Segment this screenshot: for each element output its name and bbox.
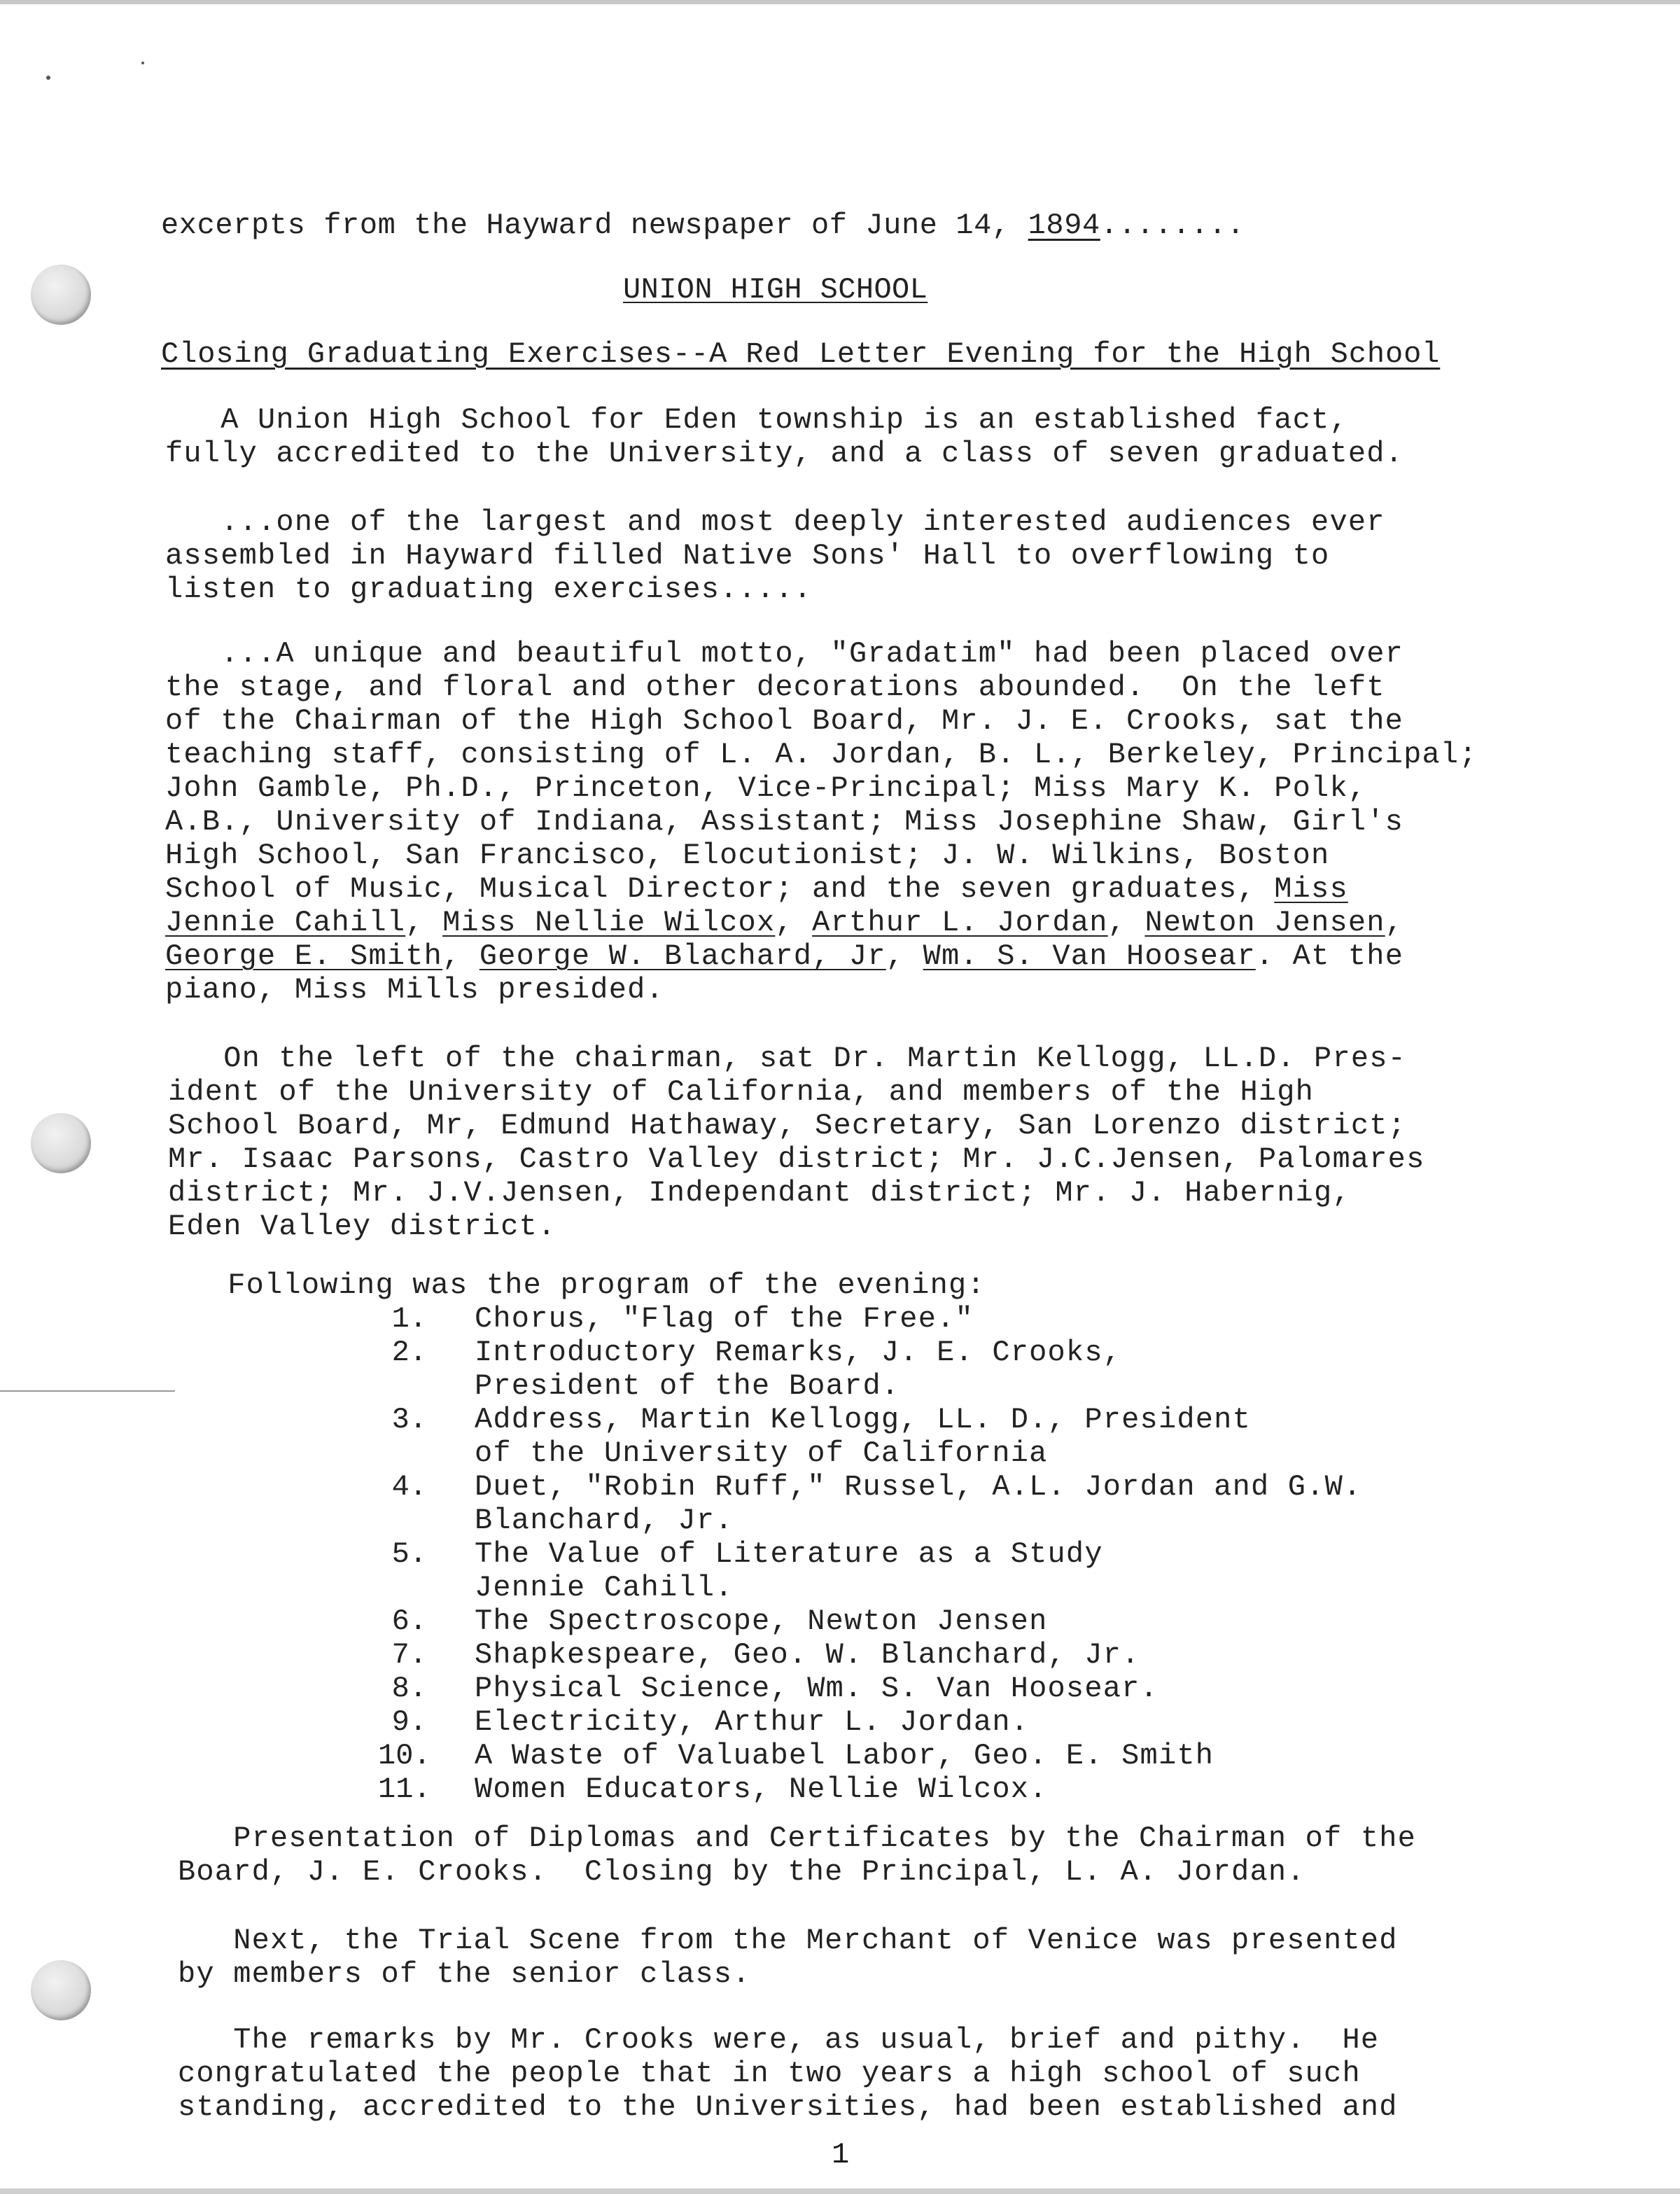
paragraph-line: ident of the University of California, and members of the High	[168, 1075, 1315, 1109]
paragraph-line: A.B., University of Indiana, Assistant; Miss Josephine Shaw, Girl's	[165, 805, 1404, 839]
paragraph-line: School Board, Mr, Edmund Hathaway, Secretary, San Lorenzo district;	[168, 1109, 1407, 1143]
program-item-text: A Waste of Valuabel Labor, Geo. E. Smith	[475, 1739, 1214, 1773]
program-item-text: Chorus, "Flag of the Free."	[475, 1302, 974, 1336]
program-item-number: 5.	[391, 1537, 427, 1571]
program-item-text: Introductory Remarks, J. E. Crooks,	[475, 1336, 1122, 1369]
paragraph-line: congratulated the people that in two years a high school of such	[178, 2057, 1361, 2090]
paragraph-line: district; Mr. J.V.Jensen, Independant district; Mr. J. Habernig,	[168, 1176, 1351, 1210]
separator: ,	[775, 906, 813, 939]
paragraph-line: High School, San Francisco, Elocutionist; J. W. Wilkins, Boston	[165, 839, 1330, 872]
graduate-name: Newton Jensen	[1144, 906, 1385, 939]
program-item-number: 8.	[391, 1672, 427, 1705]
line-text: School of Music, Musical Director; and the seven graduates,	[165, 872, 1275, 906]
program-item-number: 3.	[391, 1403, 427, 1437]
program-item-text: Address, Martin Kellogg, LL. D., President	[475, 1403, 1251, 1437]
paragraph-line: fully accredited to the University, and a class of seven graduated.	[165, 437, 1404, 470]
paragraph-line: On the left of the chairman, sat Dr. Martin Kellogg, LL.D. Pres-	[168, 1042, 1407, 1075]
paragraph-line: John Gamble, Ph.D., Princeton, Vice-Principal; Miss Mary K. Polk,	[165, 771, 1367, 805]
paragraph-line: teaching staff, consisting of L. A. Jordan, B. L., Berkeley, Principal;	[165, 738, 1478, 771]
paragraph-line: Eden Valley district.	[168, 1210, 556, 1243]
program-item-number: 11.	[378, 1773, 431, 1806]
paragraph-line: Mr. Isaac Parsons, Castro Valley district; Mr. J.C.Jensen, Palomares	[168, 1143, 1425, 1176]
paragraph-line: The remarks by Mr. Crooks were, as usual, brief and pithy. He	[178, 2023, 1380, 2057]
graduate-name: Miss Nellie Wilcox	[442, 906, 776, 939]
paragraph-line: Presentation of Diplomas and Certificates by the Chairman of the	[178, 1822, 1417, 1855]
subheading: Closing Graduating Exercises--A Red Letter Evening for the High School	[161, 337, 1441, 371]
program-item-number: 4.	[391, 1470, 427, 1504]
program-item-text: Jennie Cahill.	[475, 1571, 734, 1605]
program-item-text: of the University of California	[475, 1437, 1048, 1470]
paragraph-line: Next, the Trial Scene from the Merchant of Venice was presented	[178, 1924, 1398, 1957]
paragraph-line: piano, Miss Mills presided.	[165, 973, 664, 1007]
separator: ,	[442, 939, 479, 973]
paragraph-line	[165, 906, 1404, 939]
program-item-number: 6.	[391, 1605, 427, 1638]
paragraph-line	[165, 872, 1348, 906]
graduate-name: George W. Blachard, Jr	[479, 939, 886, 973]
paragraph-line: listen to graduating exercises.....	[165, 573, 813, 606]
program-item-text: The Spectroscope, Newton Jensen	[475, 1605, 1048, 1638]
program-item-number: 2.	[391, 1336, 427, 1369]
graduate-name: George E. Smith	[165, 939, 443, 973]
graduate-name: Arthur L. Jordan	[812, 906, 1108, 939]
page-number: 1	[832, 2138, 850, 2172]
program-item-text: President of the Board.	[475, 1369, 900, 1403]
graduate-name: Jennie Cahill	[165, 906, 406, 939]
separator: ,	[405, 906, 443, 939]
separator: ,	[1385, 906, 1404, 939]
program-item-text: The Value of Literature as a Study	[475, 1537, 1103, 1571]
paragraph-line: Board, J. E. Crooks. Closing by the Principal, L. A. Jordan.	[178, 1855, 1306, 1889]
paragraph-line: A Union High School for Eden township is an established fact,	[165, 403, 1348, 437]
program-item-text: Blanchard, Jr.	[475, 1504, 734, 1537]
graduate-name: Miss	[1274, 872, 1348, 906]
page-title: UNION HIGH SCHOOL	[623, 273, 928, 307]
paragraph-line: assembled in Hayward filled Native Sons' Hall to overflowing to	[165, 539, 1330, 573]
intro-suffix: ........	[1100, 209, 1245, 242]
program-item-text: Women Educators, Nellie Wilcox.	[475, 1773, 1048, 1806]
paragraph-line	[165, 939, 1404, 973]
paragraph-line: standing, accredited to the Universities, had been established and	[178, 2090, 1398, 2124]
program-item-text: Shapkespeare, Geo. W. Blanchard, Jr.	[475, 1638, 1140, 1672]
program-item-text: Duet, "Robin Ruff," Russel, A.L. Jordan and G.W.	[475, 1470, 1362, 1504]
program-item-number: 7.	[391, 1638, 427, 1672]
program-item-number: 10.	[378, 1739, 431, 1773]
paragraph-line: ...one of the largest and most deeply interested audiences ever	[165, 505, 1385, 539]
program-item-number: 9.	[391, 1705, 427, 1739]
paragraph-line: by members of the senior class.	[178, 1957, 751, 1991]
program-intro: Following was the program of the evening:	[172, 1269, 986, 1302]
paragraph-line: the stage, and floral and other decorations abounded. On the left	[165, 671, 1385, 704]
intro-prefix: excerpts from the Hayward newspaper of June 14,	[161, 209, 1028, 242]
line-text: . At the	[1255, 939, 1404, 973]
program-item-text: Physical Science, Wm. S. Van Hoosear.	[475, 1672, 1158, 1705]
program-item-number: 1.	[391, 1302, 427, 1336]
intro-line	[161, 209, 1245, 242]
intro-year: 1894	[1028, 209, 1100, 242]
separator: ,	[1107, 906, 1145, 939]
paragraph-line: of the Chairman of the High School Board, Mr. J. E. Crooks, sat the	[165, 704, 1404, 738]
separator: ,	[886, 939, 923, 973]
graduate-name: Wm. S. Van Hoosear	[923, 939, 1256, 973]
program-item-text: Electricity, Arthur L. Jordan.	[475, 1705, 1030, 1739]
paragraph-line: ...A unique and beautiful motto, "Gradatim" had been placed over	[165, 637, 1404, 671]
